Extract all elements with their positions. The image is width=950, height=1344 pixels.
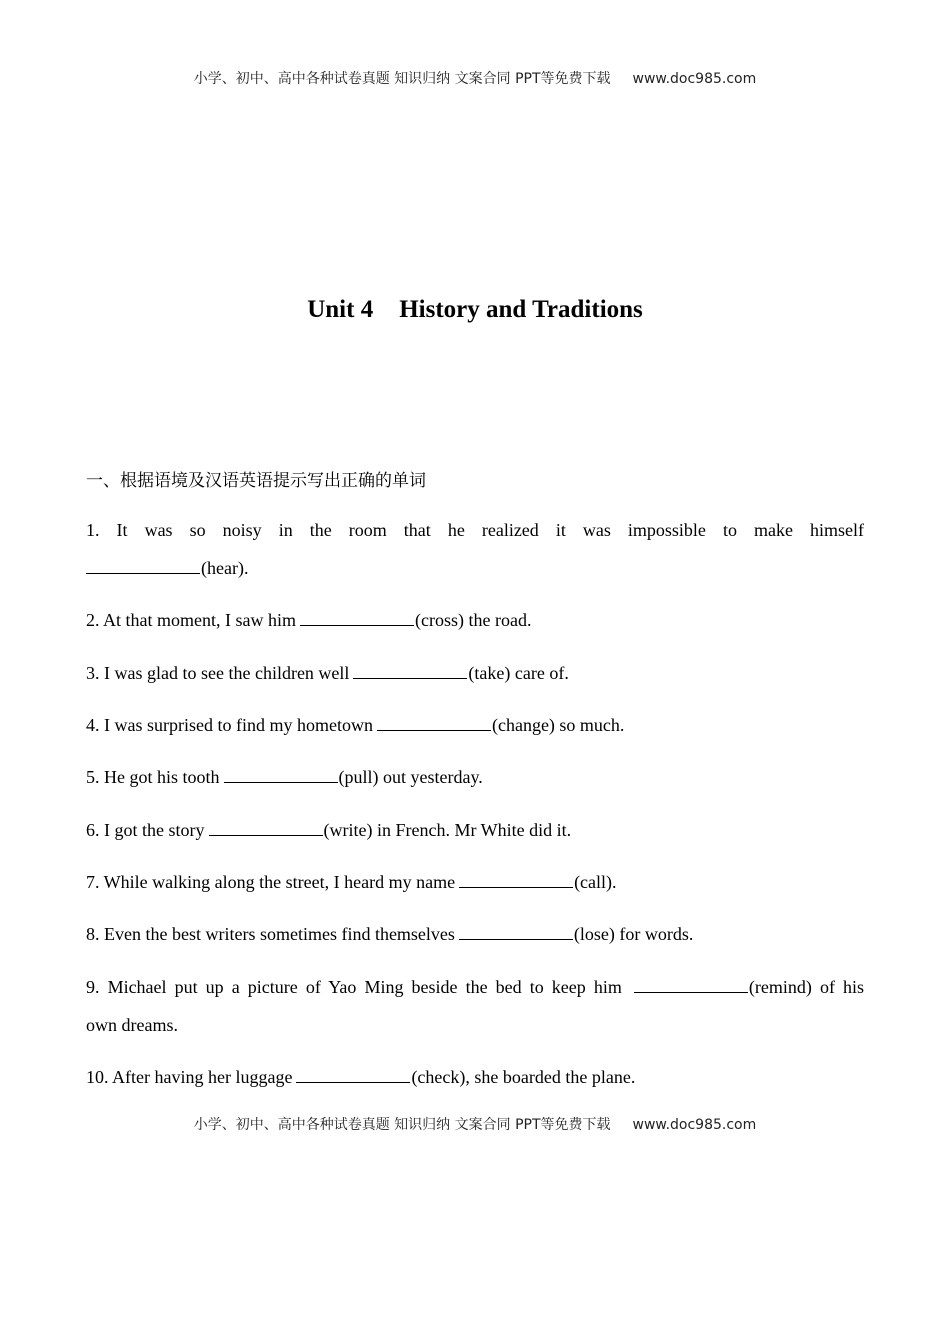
- question-hint: (lose) for words.: [573, 924, 694, 944]
- question-text: 2. At that moment, I saw him: [86, 610, 296, 630]
- answer-blank[interactable]: [300, 605, 414, 626]
- question-hint: (take) care of.: [468, 663, 569, 683]
- question-hint: (write) in French. Mr White did it.: [323, 820, 572, 840]
- question-text: 8. Even the best writers sometimes find themselves: [86, 924, 455, 944]
- answer-blank[interactable]: [296, 1062, 410, 1083]
- page-header: [0, 68, 950, 88]
- question-10: [86, 1058, 864, 1096]
- question-text: 5. He got his tooth: [86, 767, 220, 787]
- answer-blank[interactable]: [224, 762, 338, 783]
- question-hint: (change) so much.: [491, 715, 625, 735]
- answer-blank[interactable]: [86, 553, 200, 574]
- footer-site-link[interactable]: www.doc985.com: [632, 1117, 757, 1133]
- answer-blank[interactable]: [459, 919, 573, 940]
- question-9-continuation: own dreams.: [86, 1015, 178, 1035]
- question-text: 6. I got the story: [86, 820, 205, 840]
- answer-blank[interactable]: [209, 815, 323, 836]
- question-hint: (call).: [574, 872, 617, 892]
- question-text: 10. After having her luggage: [86, 1067, 293, 1087]
- answer-blank[interactable]: [353, 658, 467, 679]
- question-hint: (hear).: [201, 558, 249, 578]
- question-5: [86, 758, 864, 796]
- question-2: [86, 601, 864, 639]
- question-hint: (remind) of his: [748, 977, 865, 997]
- question-hint: (pull) out yesterday.: [338, 767, 483, 787]
- question-3: [86, 654, 864, 692]
- answer-blank[interactable]: [634, 972, 748, 993]
- question-1: [86, 511, 864, 549]
- question-text: 4. I was surprised to find my hometown: [86, 715, 373, 735]
- unit-name: History and Traditions: [399, 296, 643, 323]
- question-hint: (cross) the road.: [414, 610, 532, 630]
- question-9: [86, 968, 864, 1006]
- page-footer: [0, 1114, 950, 1134]
- header-site-link[interactable]: www.doc985.com: [632, 71, 757, 87]
- question-7: [86, 863, 864, 901]
- question-text: 7. While walking along the street, I heard my name: [86, 872, 456, 892]
- section-heading: 一、根据语境及汉语英语提示写出正确的单词: [86, 471, 426, 491]
- question-1-continuation: [86, 549, 248, 587]
- answer-blank[interactable]: [459, 867, 573, 888]
- question-8: [86, 915, 864, 953]
- answer-blank[interactable]: [377, 710, 491, 731]
- footer-text: 小学、初中、高中各种试卷真题 知识归纳 文案合同 PPT等免费下载: [193, 1117, 611, 1133]
- unit-label: Unit 4: [307, 296, 374, 323]
- question-text: 1. It was so noisy in the room that he realized it was impossible to make himself: [86, 520, 864, 540]
- header-text: 小学、初中、高中各种试卷真题 知识归纳 文案合同 PPT等免费下载: [193, 71, 611, 87]
- question-hint: (check), she boarded the plane.: [411, 1067, 636, 1087]
- question-text: 3. I was glad to see the children well: [86, 663, 350, 683]
- question-6: [86, 811, 864, 849]
- question-text: 9. Michael put up a picture of Yao Ming beside the bed to keep him: [86, 977, 622, 997]
- question-4: [86, 706, 864, 744]
- page-title: [0, 296, 950, 324]
